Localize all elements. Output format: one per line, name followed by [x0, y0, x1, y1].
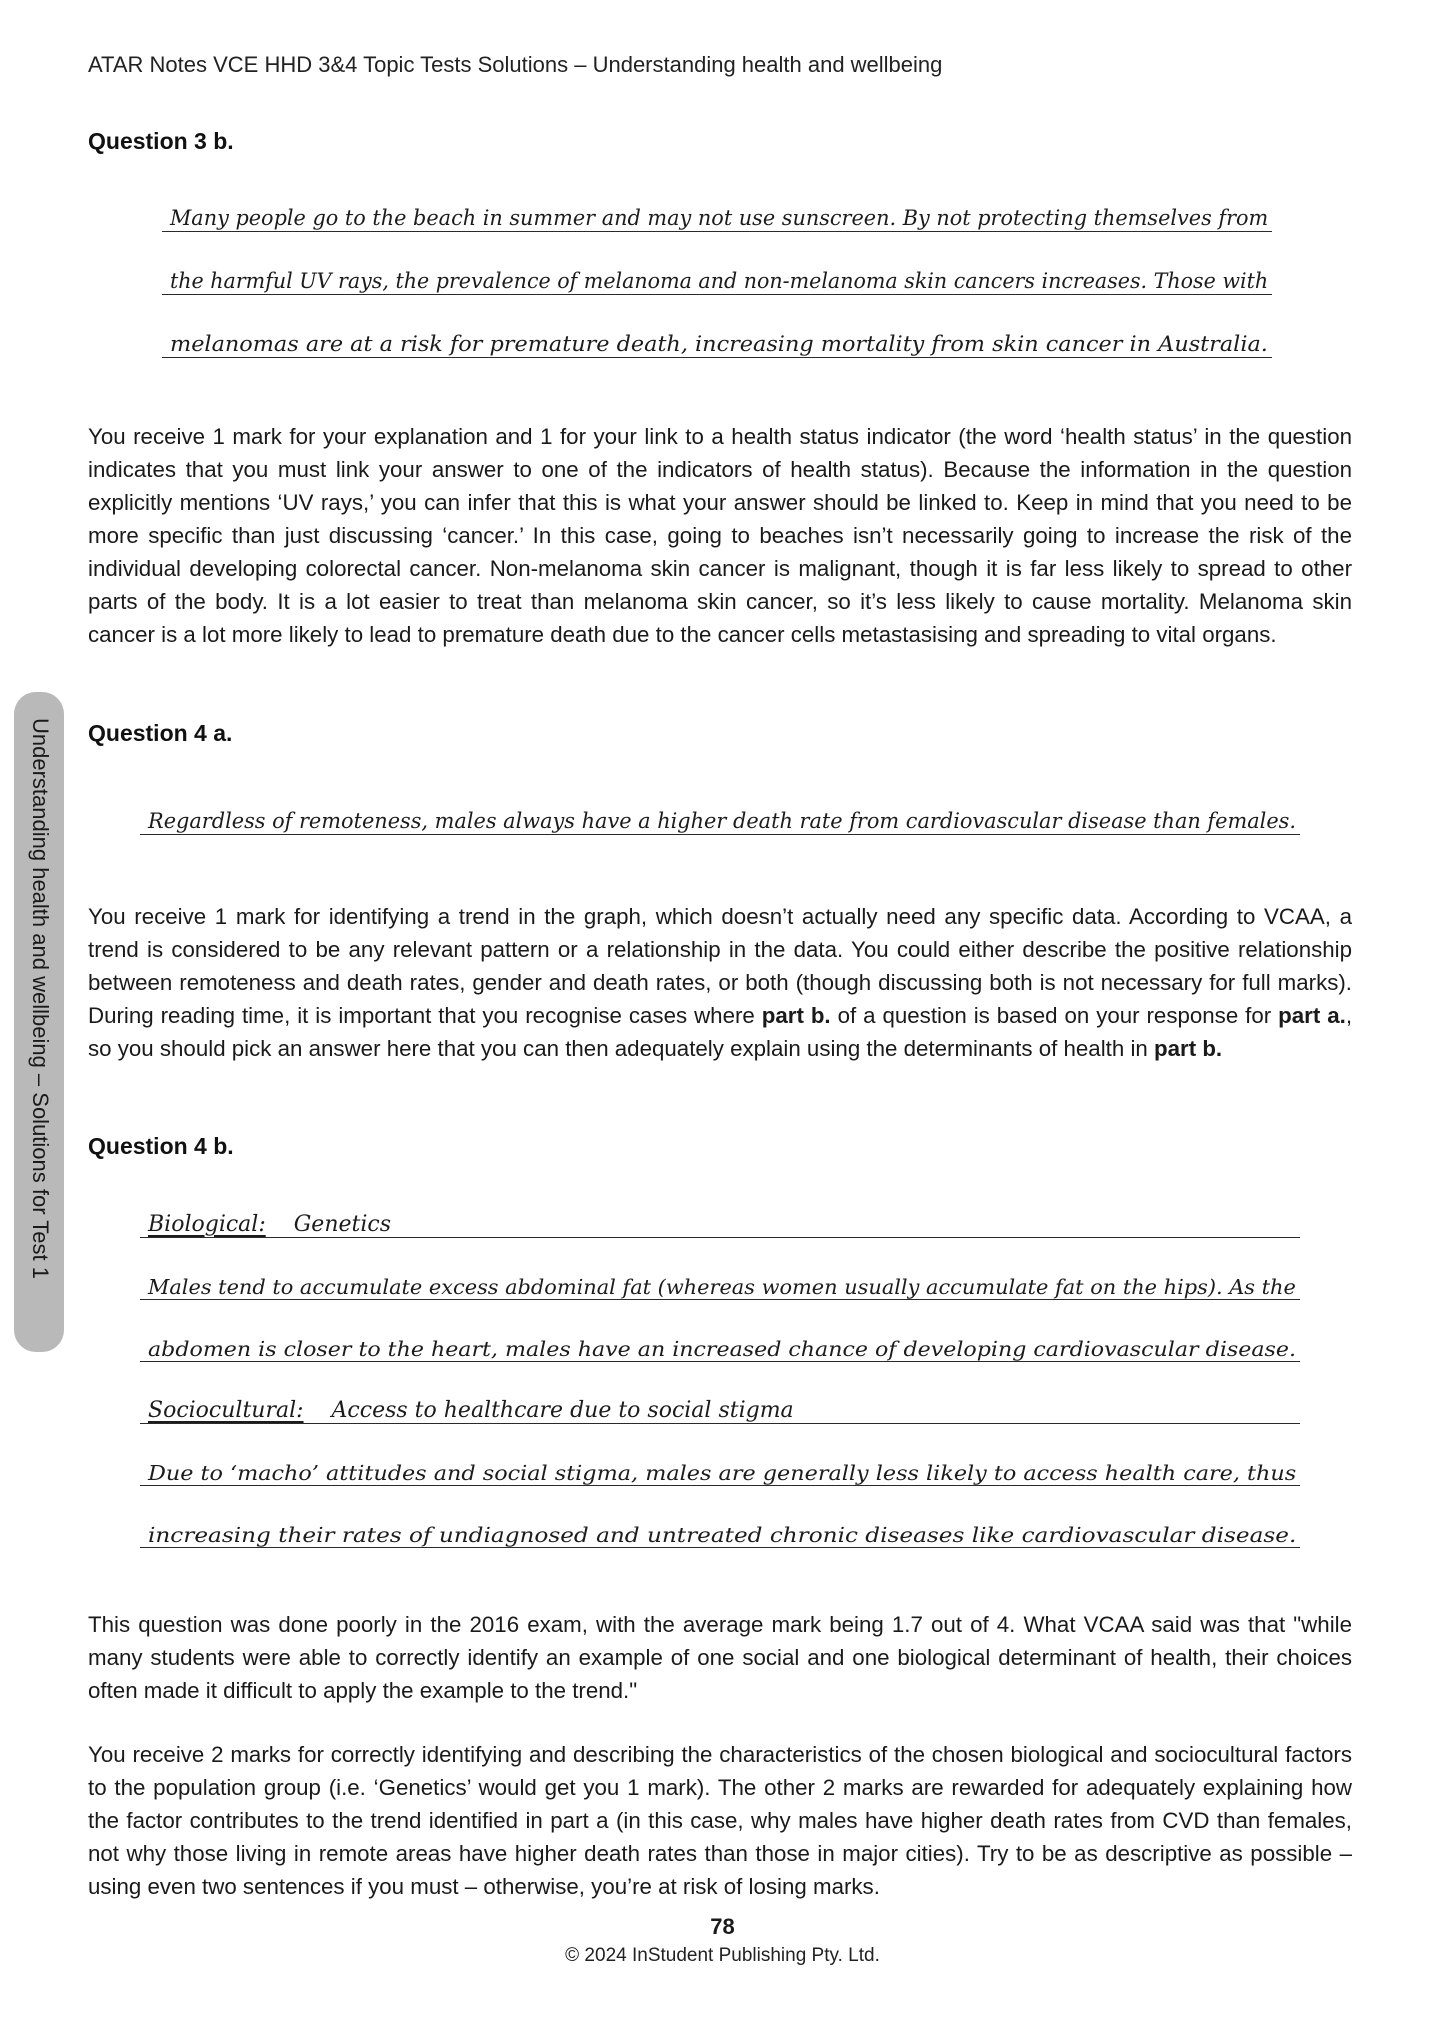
answer-line: Due to ‘macho’ attitudes and social stigma, males are generally less likely to access health care, thus	[140, 1424, 1300, 1486]
question-4a-answer	[140, 793, 1300, 835]
side-tab-label: Understanding health and wellbeing – Solutions for Test 1	[28, 718, 53, 1279]
sociocultural-heading-line	[140, 1362, 1300, 1424]
question-4b-heading: Question 4 b.	[88, 1133, 234, 1159]
copyright: © 2024 InStudent Publishing Pty. Ltd.	[565, 1945, 880, 1966]
answer-line: abdomen is closer to the heart, males have an increased chance of developing cardiovascular disease.	[140, 1300, 1300, 1362]
answer-line: Regardless of remoteness, males always have a higher death rate from cardiovascular disease than females.	[140, 793, 1300, 835]
question-4b-answer	[140, 1190, 1300, 1548]
question-4b-explanation-1: This question was done poorly in the 2016 exam, with the average mark being 1.7 out of 4. What VCAA said was that "while many students were able to correctly identify an example of one social and one biological determinant of health, their choices often made it difficult to apply the example to the trend."	[88, 1612, 1352, 1703]
question-4a-heading: Question 4 a.	[88, 720, 233, 746]
question-3b-answer	[162, 190, 1272, 358]
answer-line: Many people go to the beach in summer and may not use sunscreen. By not protecting themselves from	[162, 190, 1272, 232]
biological-label: Biological:	[148, 1212, 266, 1237]
sociocultural-factor: Access to healthcare due to social stigma	[331, 1398, 794, 1423]
answer-line: increasing their rates of undiagnosed and untreated chronic diseases like cardiovascular disease.	[140, 1486, 1300, 1548]
answer-line: the harmful UV rays, the prevalence of melanoma and non-melanoma skin cancers increases. Those with	[162, 232, 1272, 295]
question-4a-explanation: You receive 1 mark for identifying a trend in the graph, which doesn’t actually need any specific data. According to VCAA, a trend is considered to be any relevant pattern or a relationship in the data. You could either describe the positive relationship between remoteness and death rates, gender and death rates, or both (though discussing both is not necessary for full marks). During reading time, it is important that you recognise cases where part b. of a question is based on your response for part a., so you should pick an answer here that you can then adequately explain using the determinants of health in part b.	[88, 904, 1353, 1061]
biological-factor: Genetics	[293, 1212, 392, 1237]
answer-line: melanomas are at a risk for premature death, increasing mortality from skin cancer in Australia.	[162, 295, 1272, 358]
question-3b-heading: Question 3 b.	[88, 128, 234, 154]
biological-heading-line	[140, 1190, 1300, 1238]
running-header: ATAR Notes VCE HHD 3&4 Topic Tests Solutions – Understanding health and wellbeing	[88, 52, 943, 77]
page-number: 78	[710, 1914, 735, 1939]
answer-line: Males tend to accumulate excess abdominal fat (whereas women usually accumulate fat on the hips). As the	[140, 1238, 1300, 1300]
question-3b-explanation: You receive 1 mark for your explanation and 1 for your link to a health status indicator (the word ‘health status’ in the question indicates that you must link your answer to one of the indicators of health status). Because the information in the question explicitly mentions ‘UV rays,’ you can infer that this is what your answer should be linked to. Keep in mind that you need to be more specific than just discussing ‘cancer.’ In this case, going to beaches isn’t necessarily going to increase the risk of the individual developing colorectal cancer. Non-melanoma skin cancer is malignant, though it is far less likely to spread to other parts of the body. It is a lot easier to treat than melanoma skin cancer, so it’s less likely to cause mortality. Melanoma skin cancer is a lot more likely to lead to premature death due to the cancer cells metastasising and spreading to vital organs.	[88, 424, 1352, 647]
question-4b-explanation-2: You receive 2 marks for correctly identifying and describing the characteristics of the chosen biological and sociocultural factors to the population group (i.e. ‘Genetics’ would get you 1 mark). The other 2 marks are rewarded for adequately explaining how the factor contributes to the trend identified in part a (in this case, why males have higher death rates from CVD than females, not why those living in remote areas have higher death rates than those in major cities). Try to be as descriptive as possible – using even two sentences if you must – otherwise, you’re at risk of losing marks.	[88, 1742, 1352, 1899]
sociocultural-label: Sociocultural:	[148, 1398, 304, 1423]
